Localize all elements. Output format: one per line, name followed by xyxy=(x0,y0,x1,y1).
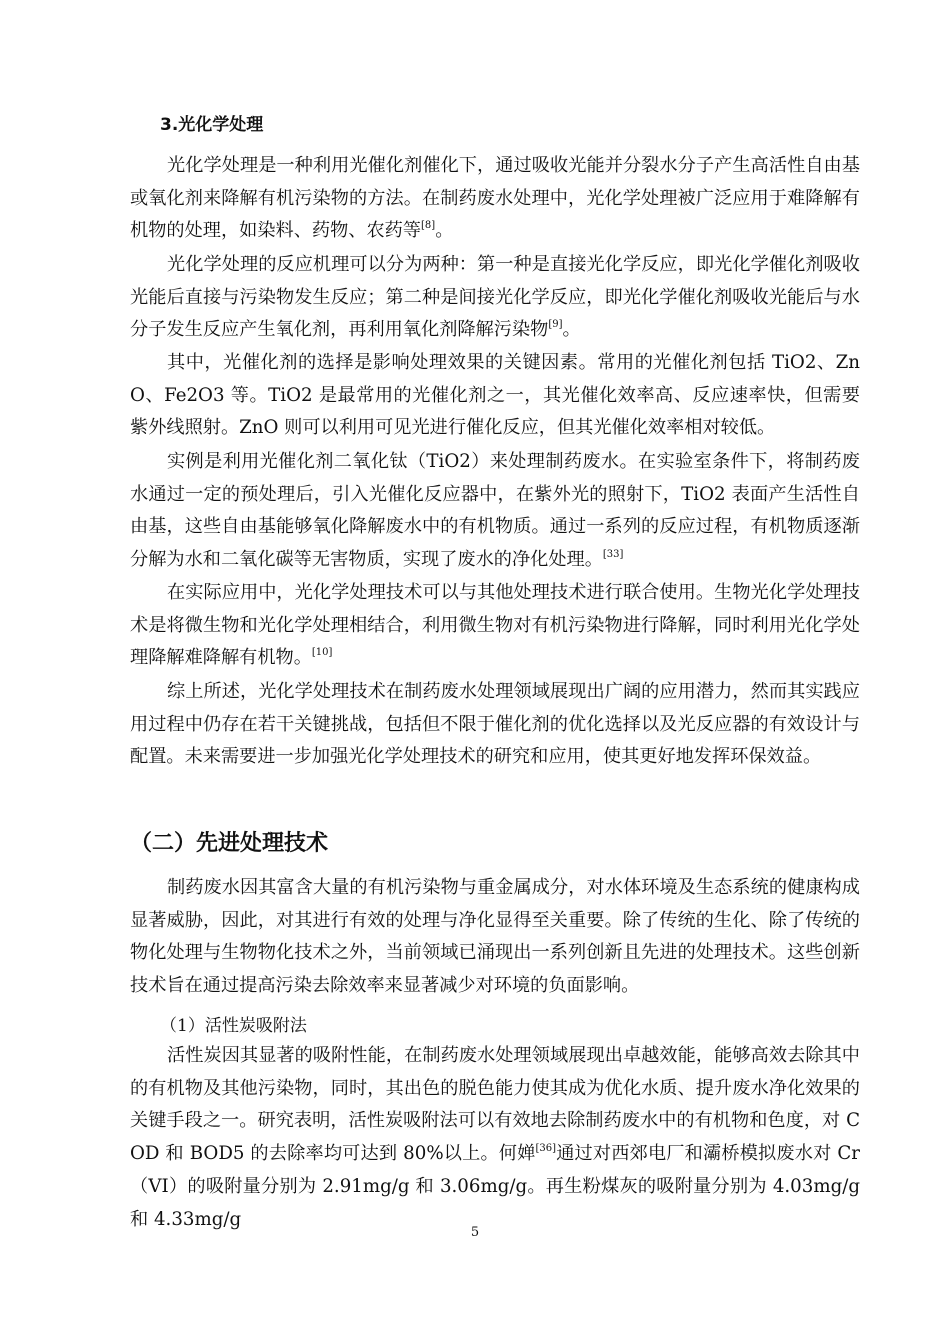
citation: [33] xyxy=(602,549,624,561)
paragraph: 综上所述，光化学处理技术在制药废水处理领域展现出广阔的应用潜力，然而其实践应用过程中仍存在若干关键挑战，包括但不限于催化剂的优化选择以及光反应器的有效设计与配置。未来需要进一步加强光化学处理技术的研究和应用，使其更好地发挥环保效益。 xyxy=(130,681,860,768)
paragraph: 光化学处理是一种利用光催化剂催化下，通过吸收光能并分裂水分子产生高活性自由基或氧化剂来降解有机污染物的方法。在制药废水处理中，光化学处理被广泛应用于难降解有机物的处理，如染料、药物、农药等[8]。 xyxy=(130,155,860,242)
paragraph: 在实际应用中，光化学处理技术可以与其他处理技术进行联合使用。生物光化学处理技术是将微生物和光化学处理相结合，利用微生物对有机污染物进行降解，同时利用光化学处理降解难降解有机物。[10] xyxy=(130,582,860,669)
page-number: 5 xyxy=(470,1225,480,1240)
citation: [10] xyxy=(311,647,333,659)
paragraph: 其中，光催化剂的选择是影响处理效果的关键因素。常用的光催化剂包括 TiO2、ZnO、Fe2O3 等。TiO2 是最常用的光催化剂之一，其光催化效率高、反应速率快，但需要紫外线照射。ZnO 则可以利用可见光进行催化反应，但其光催化效率相对较低。 xyxy=(130,352,860,439)
section-heading-advanced: （二）先进处理技术 xyxy=(130,831,329,856)
citation: [8] xyxy=(421,220,436,232)
paragraph: 实例是利用光催化剂二氧化钛（TiO2）来处理制药废水。在实验室条件下，将制药废水通过一定的预处理后，引入光催化反应器中，在紫外光的照射下，TiO2 表面产生活性自由基，这些自由基能够氧化降解废水中的有机物质。通过一系列的反应过程，有机物质逐渐分解为水和二氧化碳等无害物质，实现了废水的净化处理。[33] xyxy=(130,451,860,571)
paragraph: 制药废水因其富含大量的有机污染物与重金属成分，对水体环境及生态系统的健康构成显著威胁，因此，对其进行有效的处理与净化显得至关重要。除了传统的生化、除了传统的物化处理与生物物化技术之外，当前领域已涌现出一系列创新且先进的处理技术。这些创新技术旨在通过提高污染去除效率来显著减少对环境的负面影响。 xyxy=(130,877,860,997)
citation: [36] xyxy=(535,1143,557,1155)
citation: [9] xyxy=(548,319,563,331)
subsection-heading: （1）活性炭吸附法 xyxy=(160,1016,307,1036)
paragraph: 光化学处理的反应机理可以分为两种：第一种是直接光化学反应，即光化学催化剂吸收光能后直接与污染物发生反应；第二种是间接光化学反应，即光化学催化剂吸收光能后与水分子发生反应产生氧化剂，再利用氧化剂降解污染物[9]。 xyxy=(130,254,860,341)
paragraph: 活性炭因其显著的吸附性能，在制药废水处理领域展现出卓越效能，能够高效去除其中的有机物及其他污染物，同时，其出色的脱色能力使其成为优化水质、提升废水净化效果的关键手段之一。研究表明，活性炭吸附法可以有效地去除制药废水中的有机物和色度，对 COD 和 BOD5 的去除率均可达到 80%以上。何婵[36]通过对西郊电厂和灞桥模拟废水对 Cr（VI）的吸附量分别为 2.91mg/g 和 3.06mg/g。再生粉煤灰的吸附量分别为 4.03mg/g 和 4.33mg/g xyxy=(130,1045,860,1230)
section-heading-photochemical: 3.光化学处理 xyxy=(160,115,264,135)
